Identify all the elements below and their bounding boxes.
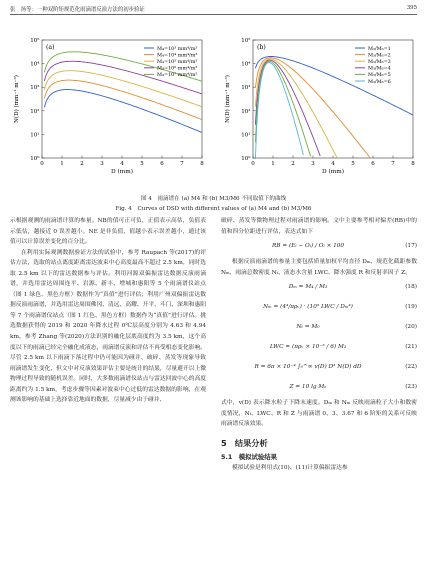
equation-23: Z = 10 lg Mₑ (23) bbox=[289, 384, 417, 391]
x-tick-label: 3 bbox=[100, 161, 104, 167]
running-header: 张 扬等：一种双阶矩规范化雨滴谱反演方法的初步验证 bbox=[10, 7, 145, 13]
y-tick-label: 10⁵ bbox=[241, 38, 251, 44]
y-tick-label: 10³ bbox=[30, 85, 40, 92]
equation-21: LWC = (πρᵥ × 10⁻³ / 6) M₃ (21) bbox=[269, 344, 417, 351]
section-heading: 5 结果分析 bbox=[221, 437, 268, 448]
y-tick-label: 10² bbox=[30, 108, 40, 115]
left-column bbox=[10, 216, 206, 406]
legend-entry: M₃/M₆=1 bbox=[368, 45, 391, 52]
y-tick-label: 10² bbox=[241, 108, 251, 115]
x-tick-label: 6 bbox=[371, 161, 375, 167]
panel-label: (b) bbox=[257, 44, 266, 51]
legend-entry: M₄=10⁴ mm⁴/m³ bbox=[157, 52, 198, 59]
x-tick-label: 6 bbox=[160, 161, 164, 167]
legend-entry: M₄=10³ mm⁴/m³ bbox=[157, 45, 198, 52]
figure-4 bbox=[0, 34, 427, 194]
y-tick-label: 10⁰ bbox=[30, 156, 40, 162]
series-line bbox=[255, 59, 337, 158]
legend-entry: M₄=10⁷ mm⁴/m³ bbox=[157, 72, 198, 79]
x-tick-label: 8 bbox=[411, 161, 415, 167]
y-tick-label: 10⁴ bbox=[30, 61, 40, 68]
y-axis-label: N(D) (mm⁻¹ m⁻³) bbox=[225, 75, 231, 123]
legend-entry: M₃/M₆=3 bbox=[368, 59, 391, 65]
paragraph: 模拟试验是利用式(10)、(11)计算偏振雷达参 bbox=[232, 464, 348, 471]
x-tick-label: 2 bbox=[291, 161, 295, 167]
page-number: 395 bbox=[406, 5, 417, 11]
x-tick-label: 2 bbox=[80, 161, 84, 167]
series-line bbox=[255, 58, 370, 159]
x-tick-label: 8 bbox=[200, 161, 204, 167]
equation-20: Nₜ = M₀ (20) bbox=[296, 324, 417, 331]
x-tick-label: 7 bbox=[391, 161, 395, 167]
paragraph: 根据反演雨滴谱的参量主要包括质量加权平均直径 Dₘ、规范化截距参数 Nₘ、雨滴总数密度 Nₜ、液态水含量 LWC、降水强度 R 和反射率因子 Z。 bbox=[221, 259, 417, 276]
paragraph: 式中，v(D) 表示降水粒子下降末速度。Dₘ 和 Nₘ 反映雨滴粒子大小和数密度情况，Nₜ、LWC、R 和 Z 与雨滴谱 0、3、3.67 和 6 阶矩的关系可反映雨滴谱反演效果。 bbox=[221, 400, 417, 428]
legend-entry: M₃/M₆=5 bbox=[368, 72, 391, 79]
paragraph: 在利用实际观测数据验证方法的试验中，参考 Raupach 等(2017)的评估方法，选取的站点离度距离雷达波束中心高度最高不超过 2.5 km，同时选取 2.5 km 以下的雷达数据参与评估。利用河源双偏振雷达数据反演雨滴谱，并选用雷达周围连平、岩源、新丰、增城和惠阳等 5 个雨滴谱仪站点（图 1 绿色、黑色方框）数据作为“真值”进行评估；利用广州双偏振雷达数据反演雨滴谱，并选用雷达周围佛冈、清远、高耀、开平、斗门、深圳和惠阳等 7 个雨滴谱仪站点（图 1 红色、黑色方框）数据作为“真值”进行评估。挑选数据获得的 2019 和 2020 年降水过程 0℃层高度分别为 4.63 和 4.94 km，参考 Zhang 等(2020)方法识别的融化层底高度约为 3.5 km，这个高度以下的雨滴已经完全融化成液态，雨滴谱反演和评估不再受相态变化影响。尽管 2.5 km 以下雨滴下落过程中仍可能因为碰并、破碎、蒸发等现象导致雨滴谱发生变化，但文中对反演效果评估主要是统计的结果，尽量避开以上微物理过程导致的随机误差。同时，大多数雨滴谱仪站点与雷达回波中心的高度距离约为 1.5 km，考虑步骤等因素对波束中心过低的雷达数据的影响，在观测该影响的基础上选择靠近地面的数据，尽量减少由于碰并、 bbox=[10, 249, 206, 404]
panel-label: (a) bbox=[46, 44, 55, 51]
y-tick-label: 10⁰ bbox=[241, 156, 251, 162]
x-axis-label: D (mm) bbox=[110, 169, 134, 175]
header-rule bbox=[10, 14, 417, 15]
x-tick-label: 5 bbox=[140, 161, 144, 167]
paragraph: 破碎、蒸发等微物理过程对雨滴谱的影响。文中主要参考相对偏差(RB)中的值和四分位距进行评估，表达式如下 bbox=[221, 218, 417, 235]
x-tick-label: 0 bbox=[251, 161, 255, 167]
legend-entry: M₃/M₆=6 bbox=[368, 78, 391, 85]
series-line bbox=[255, 61, 310, 156]
equation-18: Dₘ = M₄ / M₃ (18) bbox=[288, 284, 417, 291]
x-tick-label: 3 bbox=[311, 161, 315, 167]
x-tick-label: 1 bbox=[60, 161, 64, 167]
equation-17: RB = (Eᵢ − Oᵢ) / Oᵢ × 100 (17) bbox=[271, 243, 417, 250]
y-tick-label: 10⁵ bbox=[30, 38, 40, 44]
right-column bbox=[221, 216, 417, 473]
equation-22: R = 6π × 10⁻⁴ ∫₀^∞ v(D) D³ N(D) dD (22) bbox=[254, 364, 417, 371]
paragraph: 示根据观测的雨滴谱计算的参量。NB的值可正可负，正值表示高估，负值表示低估，越接近 0 误差越小。NE 是非负值，值越小表示误差越小，通过该值可以计算误差变化的百分比。 bbox=[10, 218, 206, 246]
y-tick-label: 10¹ bbox=[30, 132, 40, 139]
legend-entry: M₃/M₆=2 bbox=[368, 52, 391, 59]
x-tick-label: 7 bbox=[180, 161, 184, 167]
x-tick-label: 1 bbox=[271, 161, 275, 167]
y-tick-label: 10³ bbox=[241, 85, 251, 92]
equation-19: Nₘ = (4⁴/πρᵥ) · (10³ LWC / Dₘ⁴) (19) bbox=[263, 304, 417, 311]
y-axis-label: N(D) (mm⁻¹ m⁻³) bbox=[14, 75, 20, 123]
x-tick-label: 4 bbox=[331, 161, 335, 167]
x-tick-label: 4 bbox=[120, 161, 124, 167]
x-tick-label: 0 bbox=[40, 161, 44, 167]
y-tick-label: 10¹ bbox=[241, 132, 251, 139]
x-tick-label: 5 bbox=[351, 161, 355, 167]
figure-caption-en: Fig. 4 Curves of DSD with different values of (a) M4 and (b) M3/M6 bbox=[115, 206, 312, 212]
legend-entry: M₃/M₆=4 bbox=[368, 65, 391, 72]
figure-caption-cn: 图 4 雨滴谱在 (a) M4 和 (b) M3/M6 不同取值下的曲线 bbox=[140, 196, 287, 202]
x-axis-label: D (mm) bbox=[321, 169, 345, 175]
subsection-heading: 5.1 模拟试验结果 bbox=[221, 453, 278, 462]
legend-entry: M₄=10⁶ mm⁴/m³ bbox=[157, 65, 198, 72]
y-tick-label: 10⁴ bbox=[241, 61, 251, 68]
legend-entry: M₄=10⁵ mm⁴/m³ bbox=[157, 59, 198, 65]
